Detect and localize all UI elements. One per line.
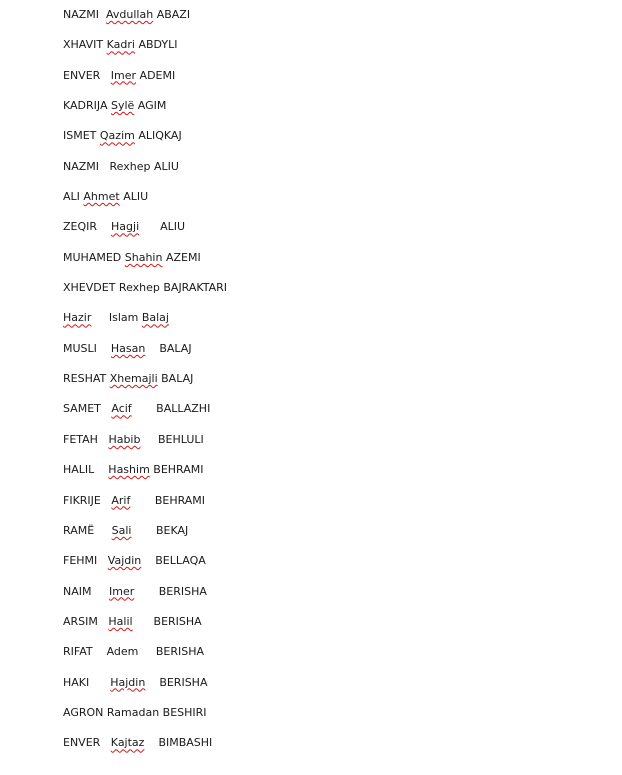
name-row — [63, 7, 603, 37]
name-text: AZEMI — [162, 250, 201, 264]
misspelled-word: Vajdin — [107, 554, 142, 568]
name-row — [63, 432, 603, 462]
misspelled-word: Avdullah — [106, 8, 154, 21]
name-text: ABDYLI — [134, 38, 178, 52]
name-text: RAMË — [63, 523, 112, 537]
name-text: BERISHA — [132, 614, 202, 628]
name-text: ALIU — [139, 220, 186, 234]
name-text: BIMBASHI — [144, 736, 213, 750]
name-text: NAZMI — [63, 8, 107, 21]
name-row — [63, 280, 603, 310]
name-text: SAMET — [63, 402, 112, 416]
name-text: ENVER — [63, 736, 111, 750]
name-row — [63, 705, 603, 735]
name-row — [63, 189, 603, 219]
name-text: RIFAT Adem BERISHA — [63, 645, 205, 659]
name-text: BEHLULI — [140, 432, 204, 446]
name-row — [63, 584, 603, 614]
name-text: ZEQIR — [63, 220, 112, 234]
name-row — [63, 341, 603, 371]
name-row — [63, 371, 603, 401]
misspelled-word: Acif — [111, 402, 132, 416]
name-row — [63, 735, 603, 765]
name-row — [63, 553, 603, 583]
name-text: XHEVDET Rexhep BAJRAKTARI — [63, 281, 228, 295]
document-page — [63, 7, 603, 766]
misspelled-word: Imer — [110, 68, 137, 82]
misspelled-word: Imer — [108, 584, 135, 598]
name-text: KADRIJA — [63, 99, 111, 113]
name-text: BEHRAMI — [149, 463, 204, 477]
misspelled-word: Sylë — [110, 99, 135, 113]
name-text: BERISHA — [145, 675, 208, 689]
misspelled-word: Arif — [111, 493, 131, 507]
name-text: RESHAT — [63, 372, 110, 386]
name-text: ADEMI — [136, 68, 176, 82]
name-row — [63, 462, 603, 492]
misspelled-word: Halil — [108, 614, 133, 628]
name-row — [63, 614, 603, 644]
name-row — [63, 98, 603, 128]
name-text: Islam — [91, 311, 142, 325]
name-text: HALIL — [63, 463, 109, 477]
name-text: BELLAQA — [141, 554, 206, 568]
misspelled-word: Shahin — [124, 250, 163, 264]
name-text: BALAJ — [157, 372, 194, 386]
misspelled-word: Hagji — [111, 220, 140, 234]
name-row — [63, 644, 603, 674]
misspelled-word: Hazir — [63, 311, 92, 325]
name-text: MUSLI — [63, 341, 111, 355]
name-row — [63, 675, 603, 705]
name-text: NAZMI Rexhep ALIU — [63, 159, 179, 173]
name-text: ENVER — [63, 68, 111, 82]
name-text: XHAVIT — [63, 38, 107, 52]
name-row — [63, 37, 603, 67]
name-row — [63, 128, 603, 158]
name-text: AGIM — [134, 99, 167, 113]
name-text: FIKRIJE — [63, 493, 112, 507]
misspelled-word: Hashim — [108, 463, 150, 477]
name-text: BERISHA — [134, 584, 207, 598]
misspelled-word: Kajtaz — [110, 736, 145, 750]
name-row — [63, 219, 603, 249]
name-row — [63, 310, 603, 340]
name-text: ABAZI — [153, 8, 191, 21]
name-text: ALIQKAJ — [134, 129, 182, 143]
name-text: MUHAMED — [63, 250, 125, 264]
name-text: HAKI — [63, 675, 111, 689]
name-text: BALLAZHI — [131, 402, 211, 416]
name-text: FETAH — [63, 432, 109, 446]
name-text: ALI — [63, 190, 84, 204]
name-text: ARSIM — [63, 614, 109, 628]
name-text: ALIU — [119, 190, 149, 204]
name-row — [63, 68, 603, 98]
name-row — [63, 523, 603, 553]
misspelled-word: Hasan — [110, 341, 146, 355]
misspelled-word: Kadri — [106, 38, 135, 52]
misspelled-word: Qazim — [99, 129, 135, 143]
name-text: AGRON Ramadan BESHIRI — [63, 705, 207, 719]
name-text: BEKAJ — [131, 523, 189, 537]
misspelled-word: Hajdin — [110, 675, 146, 689]
name-text: ISMET — [63, 129, 100, 143]
name-text: NAIM — [63, 584, 109, 598]
misspelled-word: Xhemajli — [109, 372, 158, 386]
misspelled-word: Ahmet — [83, 190, 120, 204]
name-text: BEHRAMI — [130, 493, 206, 507]
name-row — [63, 493, 603, 523]
name-text: FEHMI — [63, 554, 108, 568]
name-text: BALAJ — [145, 341, 192, 355]
name-row — [63, 250, 603, 280]
misspelled-word: Balaj — [141, 311, 169, 325]
misspelled-word: Sali — [111, 523, 132, 537]
name-row — [63, 159, 603, 189]
name-row — [63, 401, 603, 431]
misspelled-word: Habib — [108, 432, 141, 446]
